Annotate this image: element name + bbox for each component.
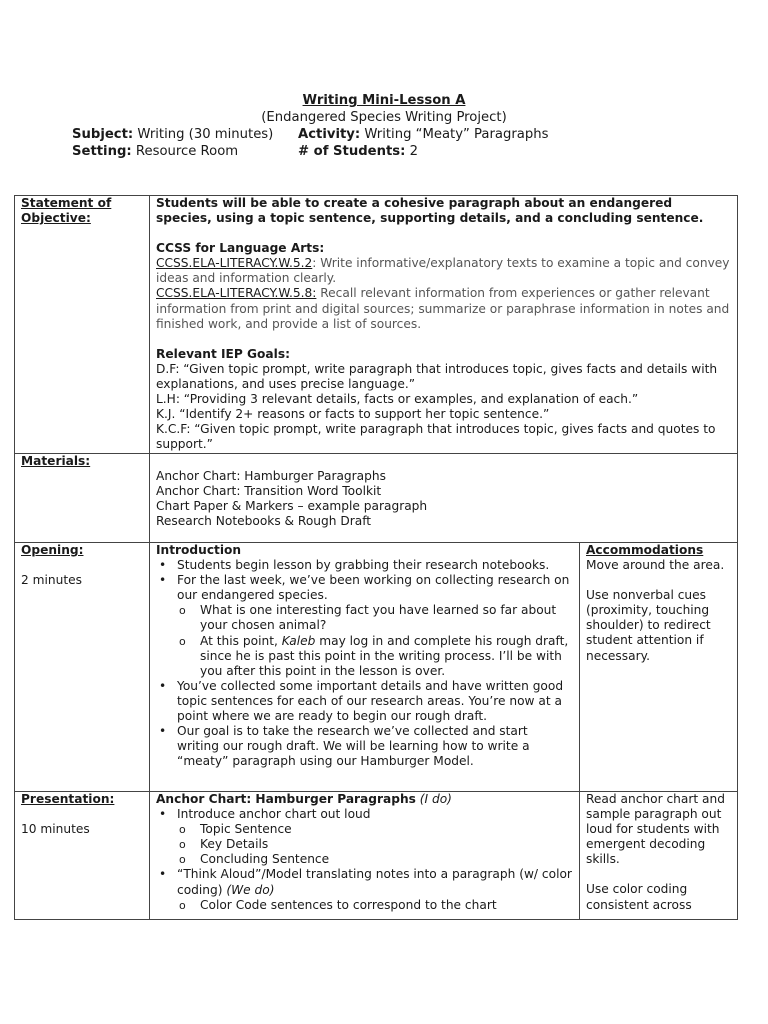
accommodation-text: Use nonverbal cues (proximity, touching shoulder) to redirect student attention if necessary. xyxy=(586,588,711,663)
setting-field xyxy=(72,143,238,160)
sub-list-item: o Color Code sentences to correspond to the chart xyxy=(177,898,573,913)
student-name: Kaleb xyxy=(281,633,316,648)
meta-row-2 xyxy=(0,143,768,160)
ccss-standard-1 xyxy=(156,256,731,286)
iep-heading: Relevant IEP Goals: xyxy=(156,346,290,361)
accommodation-text: Move around the area. xyxy=(586,558,725,573)
opening-content-cell xyxy=(150,543,580,792)
list-item xyxy=(156,807,573,867)
opening-label: Opening: xyxy=(21,543,84,557)
lesson-plan-table xyxy=(14,195,738,920)
iep-goal: K.J. “Identify 2+ reasons or facts to support her topic sentence.” xyxy=(156,407,550,422)
meta-row-1 xyxy=(0,126,768,143)
activity-value: Writing “Meaty” Paragraphs xyxy=(364,127,549,142)
presentation-heading-line xyxy=(156,792,573,807)
list-item: • You’ve collected some important details and have written good topic sentences for each of our research areas. You’re now at a point where we are ready to begin our rough draft. xyxy=(156,679,573,724)
sub-list-item: o Concluding Sentence xyxy=(177,852,573,867)
iep-goal: D.F: “Given topic prompt, write paragraph that introduces topic, gives facts and details with explanations, and uses precise language.” xyxy=(156,361,718,391)
materials-row xyxy=(15,454,738,543)
materials-item: Anchor Chart: Transition Word Toolkit xyxy=(156,484,382,499)
ccss-link-1[interactable]: CCSS.ELA-LITERACY.W.5.2 xyxy=(156,256,313,271)
presentation-bullets xyxy=(156,807,573,913)
sub-item-pre: At this point, xyxy=(200,633,282,648)
opening-bullets xyxy=(156,558,573,769)
accommodation-text: Read anchor chart and sample paragraph out loud for students with emergent decoding skills. xyxy=(586,792,725,867)
accommodations-heading: Accommodations xyxy=(586,543,704,557)
presentation-time: 10 minutes xyxy=(21,822,90,837)
materials-content-cell xyxy=(150,454,738,543)
activity-field xyxy=(298,126,548,143)
materials-label: Materials: xyxy=(21,454,91,468)
opening-time: 2 minutes xyxy=(21,573,82,588)
lesson-subtitle: (Endangered Species Writing Project) xyxy=(261,110,507,125)
presentation-label: Presentation: xyxy=(21,792,115,806)
list-item-text: For the last week, we’ve been working on collecting research on our endangered species. xyxy=(177,573,570,603)
opening-sub-bullets xyxy=(177,603,573,678)
sub-list-item: o Topic Sentence xyxy=(177,822,573,837)
sub-list-item: o Key Details xyxy=(177,837,573,852)
activity-label: Activity: xyxy=(298,127,361,142)
ccss-standard-2 xyxy=(156,286,731,331)
opening-row xyxy=(15,543,738,792)
sub-item-post: may log in and complete his rough draft, since he is past this point in the writing process. I’ll be with you after this point in the lesson is over. xyxy=(200,633,569,678)
sub-list-item: o What is one interesting fact you have learned so far about your chosen animal? xyxy=(177,603,573,633)
materials-item: Chart Paper & Markers – example paragraph xyxy=(156,499,428,514)
students-field xyxy=(298,143,418,160)
presentation-heading: Anchor Chart: Hamburger Paragraphs xyxy=(156,792,416,806)
ccss-link-2[interactable]: CCSS.ELA-LITERACY.W.5.8: xyxy=(156,286,317,301)
students-label: # of Students: xyxy=(298,144,406,159)
accommodation-text: Use color coding consistent across xyxy=(586,882,692,912)
objective-label: Statement of Objective: xyxy=(21,196,112,226)
opening-heading: Introduction xyxy=(156,543,242,557)
setting-label: Setting: xyxy=(72,144,132,159)
objective-row xyxy=(15,196,738,454)
list-item xyxy=(156,573,573,679)
lesson-title: Writing Mini-Lesson A xyxy=(302,93,466,108)
setting-value: Resource Room xyxy=(135,144,239,159)
presentation-label-cell xyxy=(15,792,150,920)
list-item xyxy=(156,867,573,912)
list-item: • Students begin lesson by grabbing their research notebooks. xyxy=(156,558,573,573)
presentation-sub-bullets-2 xyxy=(177,898,573,913)
subject-field xyxy=(72,126,273,143)
objective-statement: Students will be able to create a cohesive paragraph about an endangered species, using a topic sentence, supporting details, and a concluding sentence. xyxy=(156,196,704,226)
opening-accommodations-cell xyxy=(580,543,738,792)
presentation-content-cell xyxy=(150,792,580,920)
materials-item: Research Notebooks & Rough Draft xyxy=(156,514,372,529)
presentation-sub-bullets xyxy=(177,822,573,867)
list-item: • Our goal is to take the research we’ve collected and start writing our rough draft. We will be learning how to write a “meaty” paragraph using our Hamburger Model. xyxy=(156,724,573,769)
iep-goal: K.C.F: “Given topic prompt, write paragraph that introduces topic, gives facts and quotes to support.” xyxy=(156,422,716,452)
ccss-heading: CCSS for Language Arts: xyxy=(156,241,325,256)
subject-value: Writing (30 minutes) xyxy=(137,127,274,142)
opening-label-cell xyxy=(15,543,150,792)
list-item-text: Introduce anchor chart out loud xyxy=(177,807,371,822)
sub-list-item xyxy=(177,634,573,679)
materials-item: Anchor Chart: Hamburger Paragraphs xyxy=(156,469,386,483)
list-item-text: “Think Aloud”/Model translating notes into a paragraph (w/ color coding) xyxy=(177,867,572,897)
ccss-text-1: : Write informative/explanatory texts to examine a topic and convey ideas and information clearly. xyxy=(156,256,730,286)
presentation-heading-note: (I do) xyxy=(419,792,452,806)
ccss-text-2: Recall relevant information from experiences or gather relevant information from print and digital sources; summarize or paraphrase information in notes and finished work, and provide a list of sources. xyxy=(156,286,730,331)
students-value: 2 xyxy=(409,144,419,159)
presentation-accommodations-cell xyxy=(580,792,738,920)
lesson-header xyxy=(0,92,768,160)
materials-label-cell xyxy=(15,454,150,543)
iep-goal: L.H: “Providing 3 relevant details, facts or examples, and explanation of each.” xyxy=(156,392,639,407)
objective-label-cell xyxy=(15,196,150,454)
presentation-row xyxy=(15,792,738,920)
subject-label: Subject: xyxy=(72,127,134,142)
objective-content-cell xyxy=(150,196,738,454)
list-item-note: (We do) xyxy=(226,882,275,897)
